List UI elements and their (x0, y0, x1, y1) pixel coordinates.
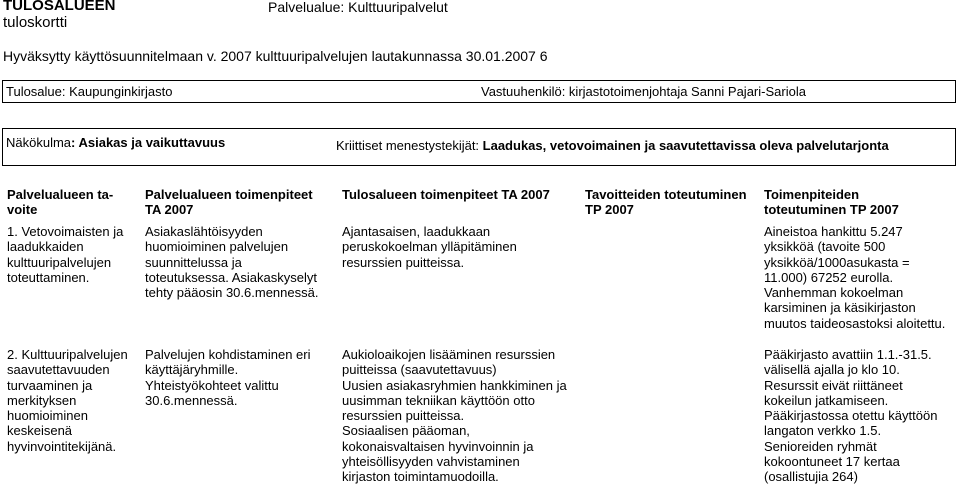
text-line: resurssien puitteissa. (342, 254, 465, 270)
perspective-value: : Asiakas ja vaikuttavuus (71, 135, 226, 150)
text-line: Palvelualueen toimenpiteet (145, 187, 313, 202)
text-line: langaton verkko 1.5. (764, 423, 882, 439)
text-line: 1. Vetovoimaisten ja (7, 224, 124, 239)
text-line: Pääkirjasto avattiin 1.1.-31.5. (764, 347, 932, 362)
text-line: resurssien puitteissa. (342, 408, 465, 424)
text-line: peruskokoelman ylläpitäminen (342, 239, 517, 255)
header-cell (145, 187, 335, 218)
header-cell (7, 187, 137, 218)
text-line: 30.6.mennessä. (145, 392, 238, 408)
text-line: uusimman tekniikan käyttöön otto (342, 392, 535, 408)
table-cell (342, 224, 582, 270)
text-line: toteutuminen TP 2007 (764, 202, 899, 218)
table-cell (342, 347, 582, 485)
text-line: Tulosalueen toimenpiteet TA 2007 (342, 187, 550, 202)
text-line: Senioreiden ryhmät (764, 438, 877, 454)
critical-value: Laadukas, vetovoimainen ja saavutettavissa oleva palvelutarjonta (482, 138, 889, 153)
text-line: 11.000) 67252 eurolla. (764, 269, 894, 285)
text-line: toteuttaminen. (7, 269, 90, 285)
text-line: TP 2007 (585, 202, 634, 218)
responsible-person: Vastuuhenkilö: kirjastotoimenjohtaja Sanni Pajari-Sariola (481, 84, 806, 99)
text-line: Palvelualueen ta- (7, 187, 114, 202)
text-line: Vanhemman kokoelman (764, 285, 904, 301)
text-line: TA 2007 (145, 202, 194, 218)
text-line: Aukioloaikojen lisääminen resurssien (342, 347, 556, 362)
header-cell (764, 187, 958, 218)
service-area: Palvelualue: Kulttuuripalvelut (268, 0, 448, 15)
text-line: muutos taideosastoksi aloitettu. (764, 315, 946, 331)
text-line: tehty pääosin 30.6.mennessä. (145, 285, 319, 301)
text-line: karsiminen ja käsikirjaston (764, 300, 916, 316)
page-title: TULOSALUEEN (3, 0, 116, 14)
text-line: hyvinvointitekijänä. (7, 438, 117, 454)
text-line: käyttäjäryhmille. (145, 362, 239, 378)
table-cell (764, 224, 958, 331)
text-line: Tavoitteiden toteutuminen (585, 187, 747, 202)
critical-factors (336, 138, 889, 154)
result-area: Tulosalue: Kaupunginkirjasto (6, 84, 173, 99)
perspective-box (2, 128, 956, 166)
perspective (6, 135, 225, 151)
text-line: kokoontuneet 17 kertaa (764, 454, 900, 470)
text-line: 2. Kulttuuripalvelujen (7, 347, 128, 362)
text-line: välisellä ajalla jo klo 10. (764, 362, 900, 378)
text-line: puitteissa (saavutettavuus) (342, 362, 497, 378)
text-line: kirjaston toimintamuodoilla. (342, 469, 499, 485)
text-line: keskeisenä (7, 423, 73, 439)
text-line: kokeilun jatkamiseen. (764, 392, 889, 408)
text-line: kulttuuripalvelujen (7, 254, 112, 270)
text-line: Uusien asiakasryhmien hankkiminen ja (342, 377, 567, 393)
table-cell (7, 347, 137, 454)
table-cell (145, 224, 335, 300)
text-line: merkityksen (7, 392, 77, 408)
text-line: toteutuksessa. Asiakaskyselyt (145, 269, 317, 285)
table-cell (764, 347, 958, 485)
text-line: Aineistoa hankittu 5.247 (764, 224, 903, 239)
text-line: Toimenpiteiden (764, 187, 860, 202)
header-cell (585, 187, 760, 218)
text-line: Resurssit eivät riittäneet (764, 377, 903, 393)
text-line: Asiakaslähtöisyyden (145, 224, 263, 239)
text-line: voite (7, 202, 38, 218)
text-line: yhteisöllisyyden vahvistaminen (342, 454, 520, 470)
info-box (2, 80, 956, 103)
page-subtitle: tuloskortti (3, 14, 68, 31)
text-line: Pääkirjastossa otettu käyttöön (764, 408, 938, 424)
critical-label: Kriittiset menestystekijät: (336, 138, 483, 153)
header-cell (342, 187, 582, 202)
table-cell (7, 224, 137, 285)
text-line: laadukkaiden (7, 239, 84, 255)
table-cell (145, 347, 335, 408)
text-line: huomioiminen (7, 408, 88, 424)
text-line: turvaaminen ja (7, 377, 93, 393)
text-line: (osallistujia 264) (764, 469, 858, 485)
text-line: yksikköä (tavoite 500 (764, 239, 886, 255)
text-line: Palvelujen kohdistaminen eri (145, 347, 311, 362)
text-line: kokonaisvaltaisen hyvinvoinnin ja (342, 438, 534, 454)
text-line: Sosiaalisen pääoman, (342, 423, 470, 439)
approval-note: Hyväksytty käyttösuunnitelmaan v. 2007 kulttuuripalvelujen lautakunnassa 30.01.2007 6 (3, 48, 548, 64)
text-line: saavutettavuuden (7, 362, 110, 378)
perspective-label: Näkökulma (6, 135, 72, 150)
text-line: Ajantasaisen, laadukkaan (342, 224, 491, 239)
text-line: huomioiminen palvelujen (145, 239, 289, 255)
text-line: Yhteistyökohteet valittu (145, 377, 279, 393)
text-line: suunnittelussa ja (145, 254, 242, 270)
text-line: yksikköä/1000asukasta = (764, 254, 910, 270)
